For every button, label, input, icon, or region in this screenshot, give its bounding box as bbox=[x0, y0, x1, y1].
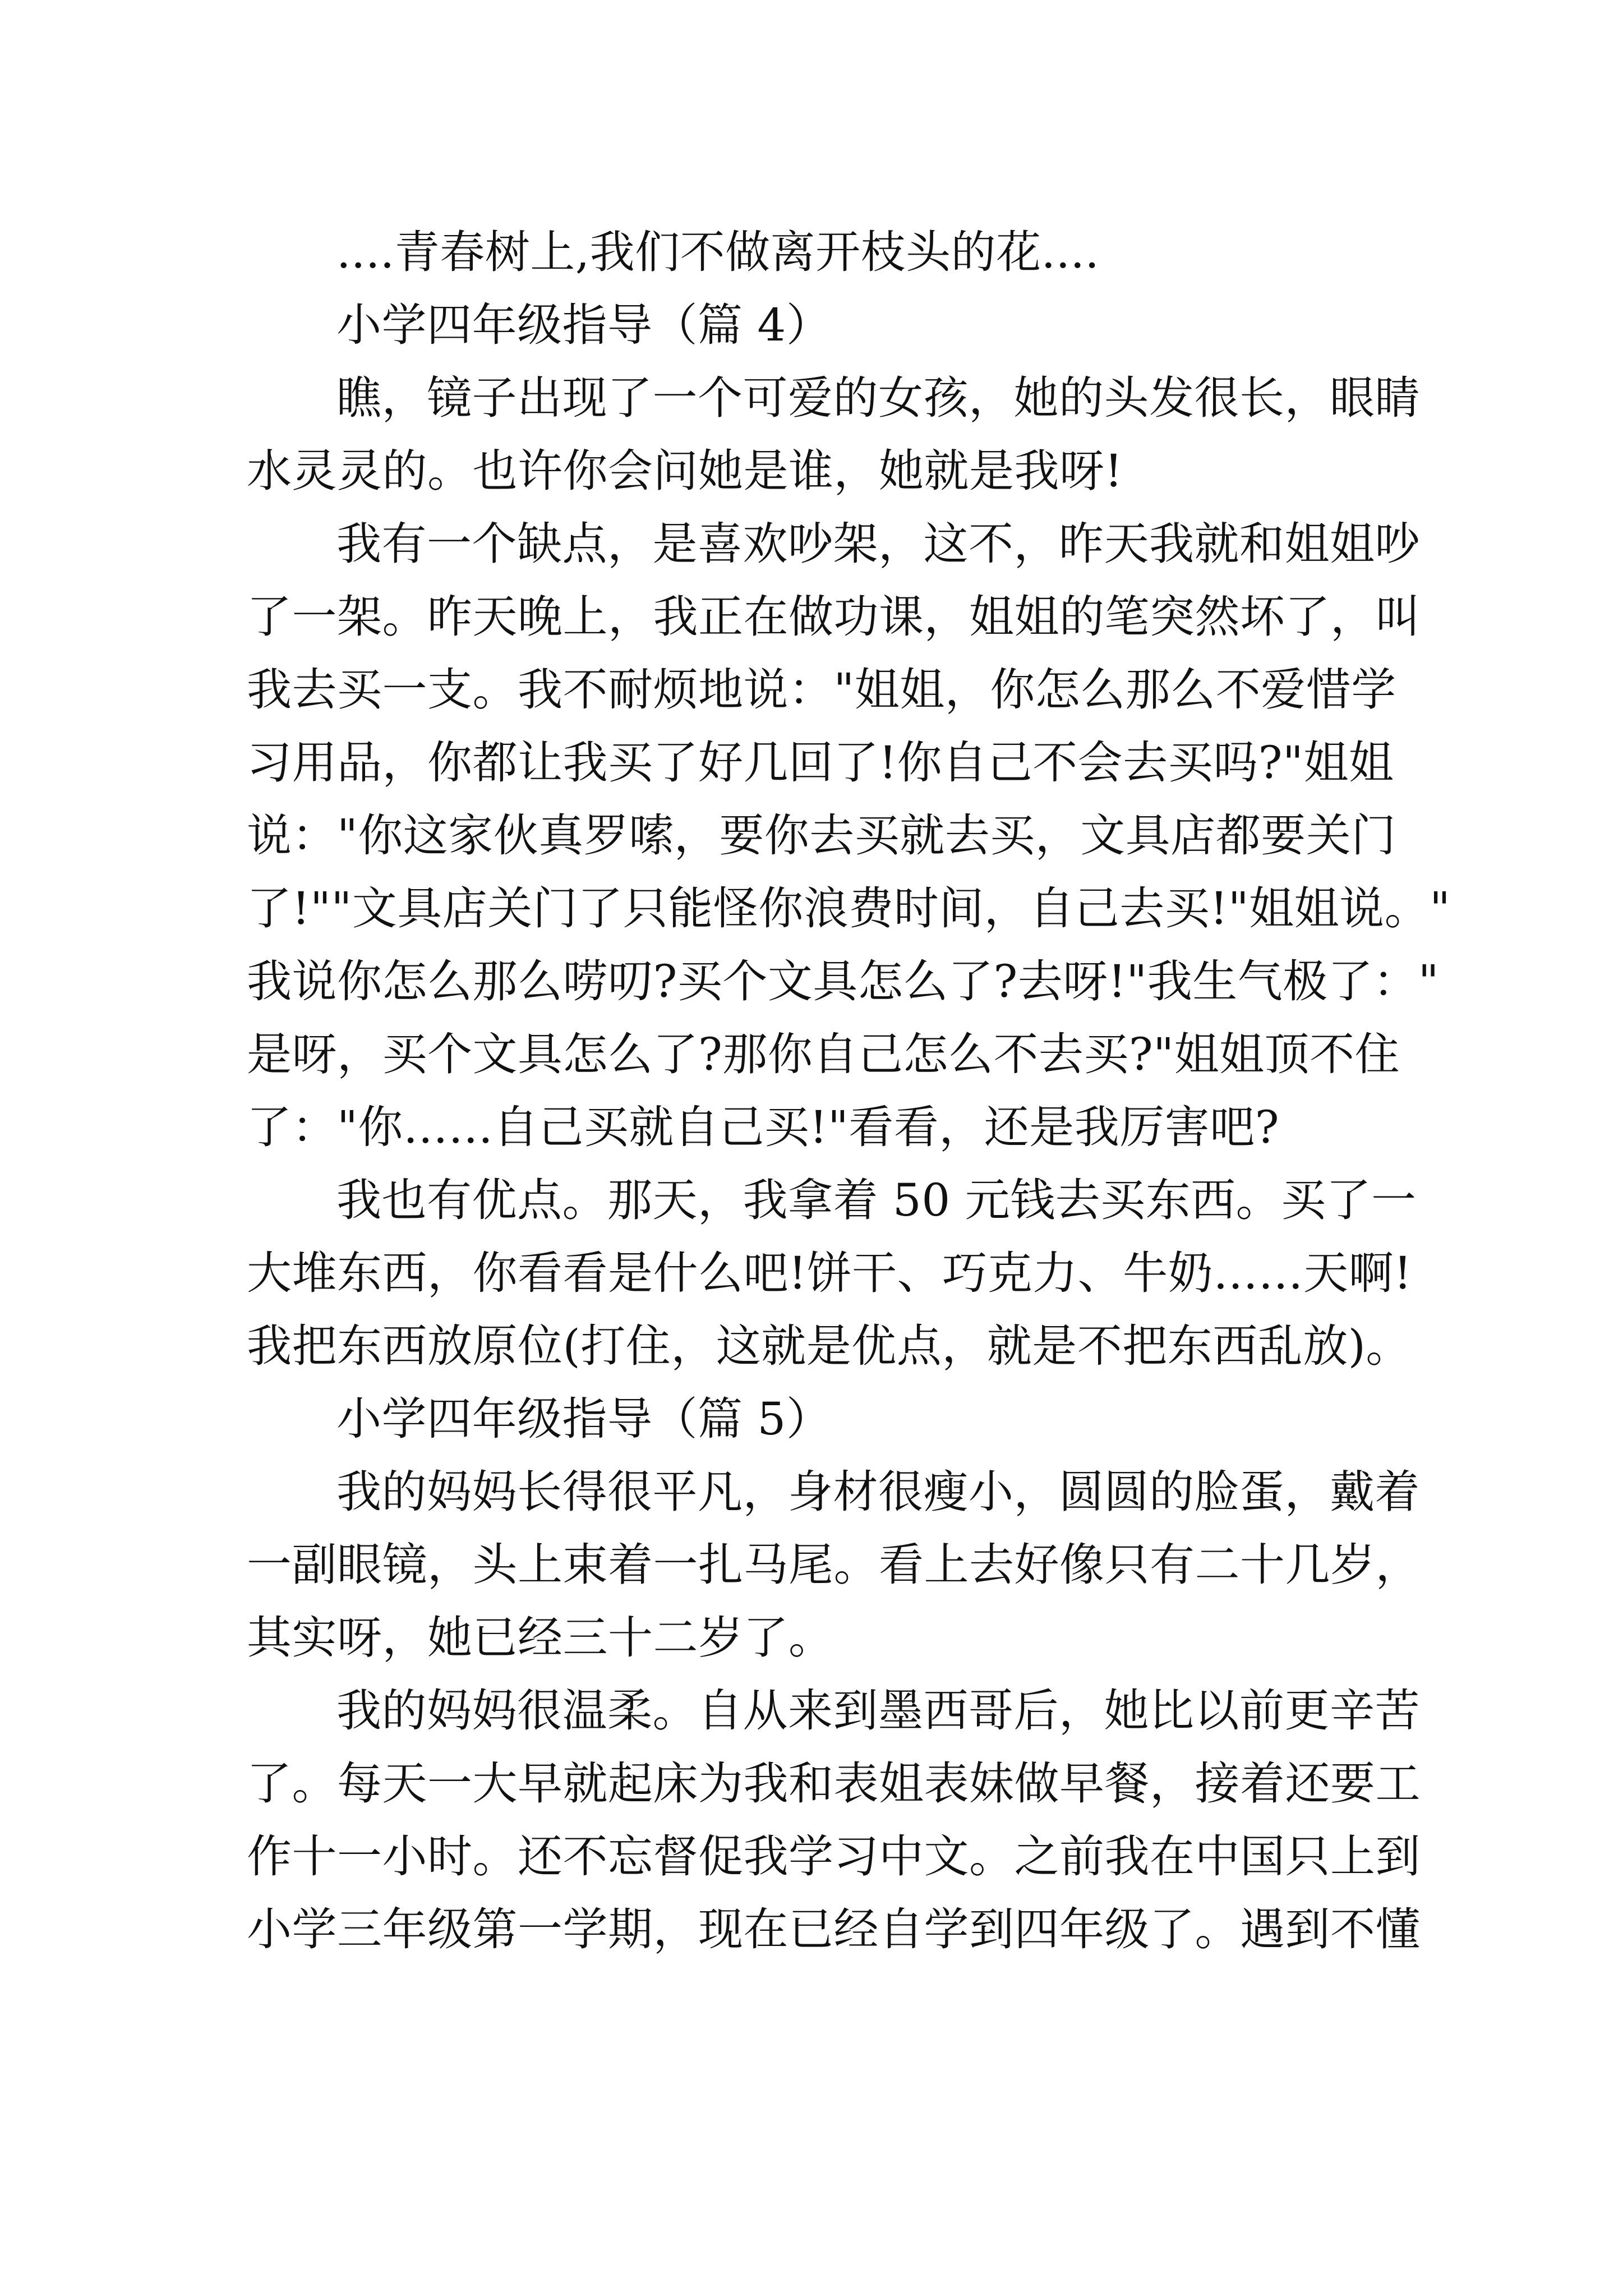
paragraph-line: 我的妈妈长得很平凡，身材很瘦小，圆圆的脸蛋，戴着 bbox=[336, 1466, 1420, 1518]
paragraph-line: 是呀，买个文具怎么了?那你自己怎么不去买?"姐姐顶不住 bbox=[247, 1028, 1400, 1080]
paragraph-line: 我去买一支。我不耐烦地说："姐姐，你怎么那么不爱惜学 bbox=[247, 664, 1396, 716]
paragraph-line: 大堆东西，你看看是什么吧!饼干、巧克力、牛奶……天啊! bbox=[247, 1247, 1412, 1299]
section-heading-5: 小学四年级指导（篇 5） bbox=[336, 1393, 832, 1445]
paragraph-line: 我把东西放原位(打住，这就是优点，就是不把东西乱放)。 bbox=[247, 1320, 1411, 1372]
paragraph-line: 我的妈妈很温柔。自从来到墨西哥后，她比以前更辛苦 bbox=[336, 1685, 1420, 1737]
paragraph-line: 我说你怎么那么唠叨?买个文具怎么了?去呀!"我生气极了：" bbox=[247, 955, 1440, 1007]
paragraph-line: 我有一个缺点，是喜欢吵架，这不，昨天我就和姐姐吵 bbox=[336, 518, 1420, 570]
paragraph-line: 瞧，镜子出现了一个可爱的女孩，她的头发很长，眼睛 bbox=[336, 372, 1420, 424]
paragraph-line: 水灵灵的。也许你会问她是谁，她就是我呀! bbox=[247, 445, 1123, 497]
paragraph-line: 我也有优点。那天，我拿着 50 元钱去买东西。买了一 bbox=[336, 1174, 1417, 1226]
paragraph-line: 说："你这家伙真罗嗦，要你去买就去买，文具店都要关门 bbox=[247, 809, 1396, 862]
text-line-ellipsis-quote: ....青春树上,我们不做离开枝头的花.... bbox=[336, 226, 1100, 278]
paragraph-line: 习用品，你都让我买了好几回了!你自己不会去买吗?"姐姐 bbox=[247, 737, 1394, 789]
paragraph-line: 了："你……自己买就自己买!"看看，还是我厉害吧? bbox=[247, 1101, 1280, 1153]
paragraph-line: 小学三年级第一学期，现在已经自学到四年级了。遇到不懂 bbox=[247, 1903, 1421, 1955]
section-heading-4: 小学四年级指导（篇 4） bbox=[336, 299, 832, 351]
paragraph-line: 作十一小时。还不忘督促我学习中文。之前我在中国只上到 bbox=[247, 1830, 1421, 1883]
paragraph-line: 了。每天一大早就起床为我和表姐表妹做早餐，接着还要工 bbox=[247, 1757, 1421, 1810]
paragraph-line: 其实呀，她已经三十二岁了。 bbox=[247, 1612, 834, 1664]
paragraph-line: 一副眼镜，头上束着一扎马尾。看上去好像只有二十几岁， bbox=[247, 1539, 1421, 1591]
paragraph-line: 了一架。昨天晚上，我正在做功课，姐姐的笔突然坏了，叫 bbox=[247, 591, 1421, 643]
paragraph-line: 了!""文具店关门了只能怪你浪费时间，自己去买!"姐姐说。" bbox=[247, 882, 1451, 935]
